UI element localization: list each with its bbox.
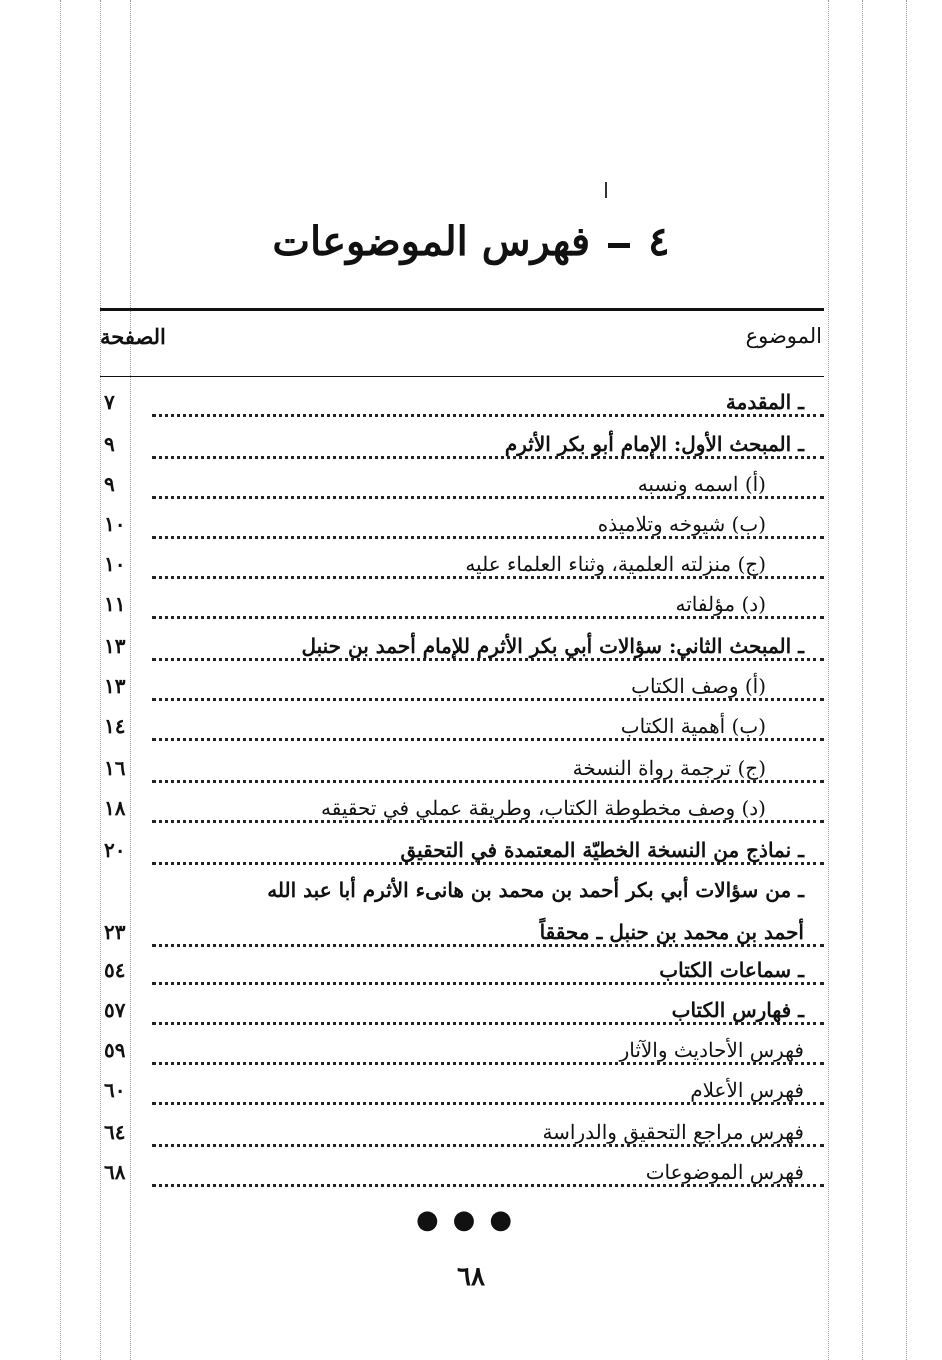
toc-entry [100,958,824,992]
toc-entry [100,1038,824,1072]
toc-entry [100,998,824,1032]
toc-entry-page: ١٤ [104,714,126,738]
title-text: فهرس الموضوعات [272,218,591,265]
toc-entry-page: ٥٧ [104,998,126,1022]
toc-entry-title: فهرس مراجع التحقيق والدراسة [536,1120,804,1144]
toc-entry [100,432,824,466]
header-bottom-rule [100,376,824,377]
toc-entry-title: (أ) وصف الكتاب [625,674,766,698]
toc-entry-title: ـ من سؤالات أبي بكر أحمد بن محمد بن هانىء الأثرم أبا عبد الله [261,878,804,902]
toc-leader-dots [152,862,824,865]
toc-entry-page: ٦٨ [104,1160,126,1184]
title-number: ٤ [648,218,670,265]
toc-entry [100,634,824,668]
toc-entry-page: ١٠ [104,512,126,536]
toc-leader-dots [152,456,824,459]
toc-leader-dots [152,616,824,619]
toc-entry [100,1120,824,1154]
toc-entry-page: ٧ [104,390,115,414]
toc-entry [100,674,824,708]
toc-entry-title: ـ المبحث الأول: الإمام أبو بكر الأثرم [499,432,804,456]
toc-entry-page: ٦٤ [104,1120,126,1144]
toc-leader-dots [152,1022,824,1025]
column-header-page: الصفحة [100,324,166,349]
toc-leader-dots [152,780,824,783]
scan-guide-line [862,0,863,1360]
page-number: ٦٨ [457,1262,485,1292]
scan-guide-line [906,0,907,1360]
toc-leader-dots [152,982,824,985]
toc-leader-dots [152,738,824,741]
toc-entry [100,878,824,912]
toc-entry-page: ٥٩ [104,1038,126,1062]
toc-leader-dots [152,1144,824,1147]
toc-entry-title: ـ فهارس الكتاب [666,998,804,1022]
toc-entry [100,838,824,872]
toc-entry-title: (د) وصف مخطوطة الكتاب، وطريقة عملي في تحقيقه [315,796,766,820]
toc-entry-page: ٢٣ [104,920,126,944]
toc-entry [100,552,824,586]
toc-leader-dots [152,576,824,579]
toc-entry-title: (أ) اسمه ونسبه [632,472,766,496]
toc-entry [100,472,824,506]
toc-entry-page: ١٠ [104,552,126,576]
toc-entry-title: ـ المقدمة [720,390,804,414]
scan-guide-line [828,0,829,1360]
toc-entry-page: ٩ [104,432,115,456]
toc-entry-title: ـ نماذج من النسخة الخطيّة المعتمدة في التحقيق [394,838,804,862]
toc-entry-title: ـ المبحث الثاني: سؤالات أبي بكر الأثرم للإمام أحمد بن حنبل [295,634,804,658]
toc-entry-title: (د) مؤلفاته [669,592,766,616]
toc-entry-page: ٥٤ [104,958,126,982]
toc-entry-title: فهرس الأحاديث والآثار [614,1038,804,1062]
toc-leader-dots [152,536,824,539]
toc-entry-page: ٦٠ [104,1078,126,1102]
title-dash [608,243,630,248]
toc-entry-page: ١٣ [104,634,126,658]
header-top-rule [100,308,824,311]
toc-entry-page: ٢٠ [104,838,126,862]
toc-entry-title: (ج) منزلته العلمية، وثناء العلماء عليه [459,552,766,576]
toc-entry-title: ـ سماعات الكتاب [653,958,804,982]
toc-leader-dots [152,658,824,661]
toc-entry [100,512,824,546]
scan-guide-line [60,0,61,1360]
toc-leader-dots [152,1062,824,1065]
toc-entry-page: ١٦ [104,756,126,780]
toc-entry-title: أحمد بن محمد بن حنبل ـ محققاً [534,920,804,944]
toc-entry-page: ١١ [104,592,126,616]
toc-entry [100,390,824,424]
toc-entry-page: ٩ [104,472,115,496]
toc-entry-title: فهرس الموضوعات [640,1160,804,1184]
toc-leader-dots [152,414,824,417]
toc-entry [100,1078,824,1112]
toc-entry [100,920,824,954]
toc-entry [100,1160,824,1194]
toc-leader-dots [152,1184,824,1187]
toc-leader-dots [152,1102,824,1105]
toc-leader-dots [152,944,824,947]
toc-entry [100,592,824,626]
toc-entry-page: ١٨ [104,796,126,820]
toc-entry-title: (ج) ترجمة رواة النسخة [567,756,766,780]
toc-leader-dots [152,496,824,499]
toc-entry-page: ١٣ [104,674,126,698]
toc-entry [100,714,824,748]
ornament-bullets: ●●● [415,1205,527,1235]
toc-leader-dots [152,820,824,823]
toc-entry-title: (ب) شيوخه وتلاميذه [592,512,766,536]
column-header-topic: الموضوع [745,324,822,348]
toc-entry-title: فهرس الأعلام [684,1078,804,1102]
toc-entry [100,796,824,830]
scan-tick-mark [605,182,607,198]
page-title [0,218,942,265]
toc-entry-title: (ب) أهمية الكتاب [615,714,766,738]
toc-entry [100,756,824,790]
toc-leader-dots [152,698,824,701]
